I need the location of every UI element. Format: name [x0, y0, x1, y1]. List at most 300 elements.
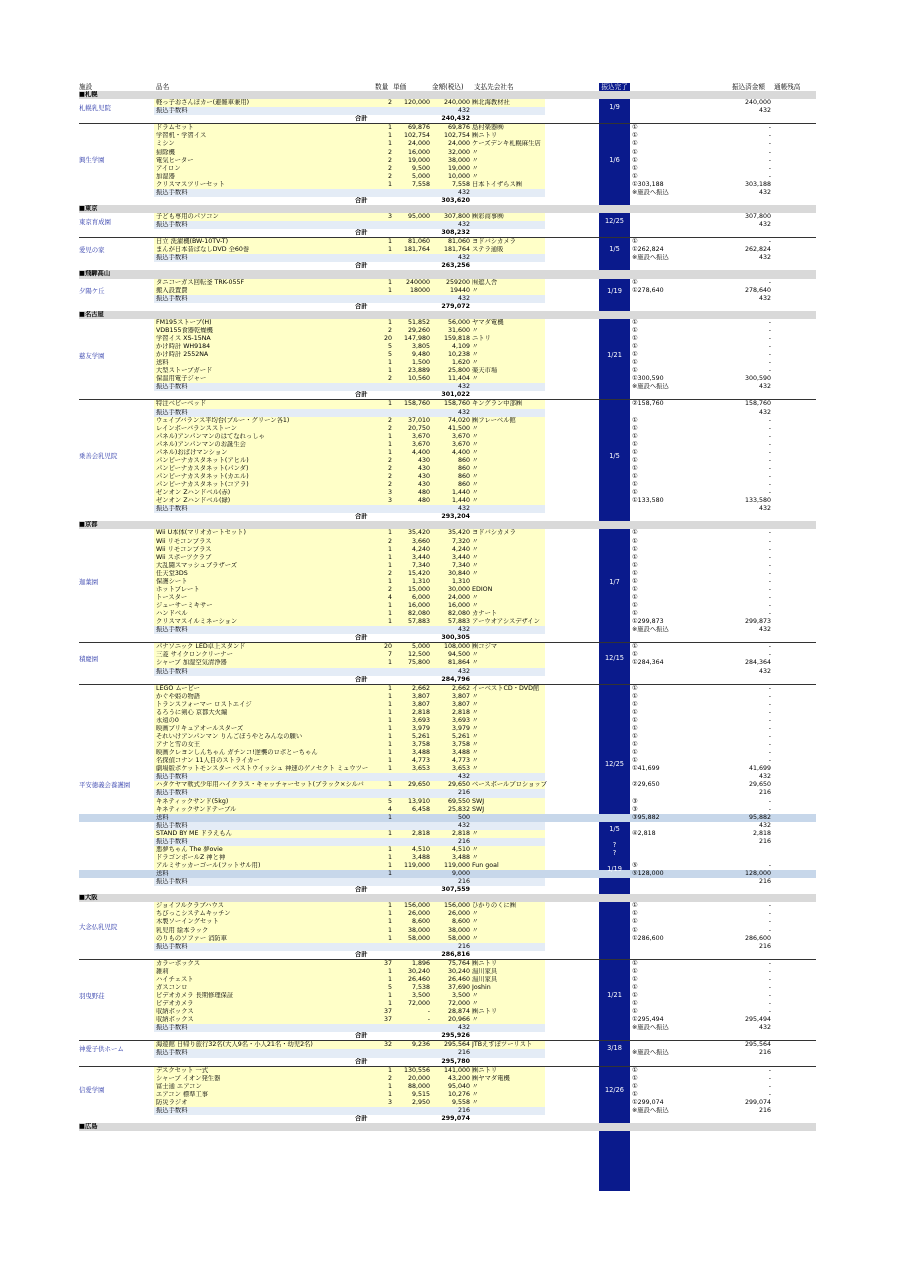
item-qty: 1 — [387, 813, 392, 821]
transfer-date: 1/9 — [609, 103, 620, 112]
item-row — [79, 1040, 816, 1049]
paid-amount: - — [768, 140, 771, 148]
item-vendor: 〃 — [472, 724, 479, 732]
paid-amount: - — [768, 148, 771, 156]
item-vendor: 楽天市場 — [472, 367, 498, 375]
item-unit-price: 5,000 — [411, 643, 430, 651]
item-qty: 3 — [387, 213, 392, 220]
item-amount: 69,876 — [447, 124, 470, 132]
item-name: ゼンオン Zハンドベル(赤) — [156, 489, 231, 497]
paid-amount: - — [768, 700, 771, 708]
fee-row — [79, 789, 816, 797]
item-qty: 1 — [387, 618, 392, 626]
item-vendor: ㈱フレーベル館 — [472, 416, 516, 424]
item-name: まんが日本昔ばなしDVD 全60巻 — [156, 246, 250, 254]
item-row — [79, 181, 816, 189]
region-name: ■大阪 — [79, 894, 98, 902]
paid-amount: - — [768, 643, 771, 651]
transfer-note: ③95,882 — [632, 813, 660, 821]
transfer-note: ① — [632, 416, 638, 424]
item-qty: 1 — [387, 975, 392, 983]
item-name: 永遠の0 — [156, 716, 179, 724]
total-amount: 295,780 — [441, 1057, 470, 1065]
transfer-note: ①262,824 — [632, 246, 664, 254]
item-vendor: EDION — [472, 585, 493, 593]
item-qty: 2 — [387, 164, 392, 172]
item-qty: 3 — [387, 1098, 392, 1106]
item-amount: 24,000 — [447, 593, 470, 601]
item-amount: 19,000 — [447, 164, 470, 172]
paid-amount: - — [768, 918, 771, 926]
item-amount: 500 — [457, 813, 470, 821]
item-name: 振込手数料 — [156, 383, 188, 391]
total-amount: 300,305 — [441, 634, 470, 642]
item-row — [79, 701, 816, 709]
item-name: シャープ イオン発生器 — [156, 1074, 221, 1082]
facility-group — [79, 279, 816, 311]
transfer-note: ① — [632, 569, 638, 577]
facility-group — [79, 1040, 816, 1065]
item-amount: 30,000 — [447, 585, 470, 593]
item-vendor: 〃 — [472, 473, 479, 480]
item-unit-price: 1,310 — [411, 577, 430, 585]
item-row — [79, 562, 816, 570]
transfer-note: ③ — [632, 805, 638, 813]
item-qty: 32 — [383, 1041, 392, 1049]
item-qty: 1 — [387, 967, 392, 975]
transfer-note: ① — [632, 716, 638, 724]
paid-amount: 216 — [758, 1049, 771, 1057]
item-amount: 259200 — [445, 278, 470, 286]
item-qty: 2 — [387, 585, 392, 593]
item-amount: 26,460 — [447, 975, 470, 983]
item-row — [79, 1066, 816, 1075]
item-name: Wii U本体(マリオカートセット) — [156, 529, 246, 537]
paid-amount: - — [768, 797, 771, 805]
item-row — [79, 1091, 816, 1099]
facility-group — [79, 213, 816, 237]
fee-row — [79, 838, 816, 846]
item-amount: 432 — [457, 821, 470, 829]
item-row — [79, 1083, 816, 1091]
item-name: かぐや姫の物語 — [156, 692, 201, 700]
item-row — [79, 327, 816, 335]
item-amount: 295,564 — [443, 1041, 470, 1049]
item-amount: 156,000 — [443, 902, 470, 910]
item-name: ガスコンロ — [156, 983, 188, 991]
item-vendor: 〃 — [472, 489, 479, 497]
transfer-date: 1/6 — [609, 155, 620, 164]
paid-amount: - — [768, 238, 771, 246]
item-vendor: 〃 — [472, 1016, 479, 1024]
item-vendor: 〃 — [472, 829, 479, 837]
facility-group — [79, 684, 816, 895]
item-unit-price: 9,515 — [411, 1090, 430, 1098]
item-unit-price: 158,760 — [403, 400, 430, 408]
item-unit-price: 4,510 — [411, 845, 430, 853]
facility-name: 愛児の家 — [79, 245, 105, 254]
item-row — [79, 481, 816, 489]
transfer-note: ① — [632, 1074, 638, 1082]
paid-amount: - — [768, 749, 771, 757]
item-amount: 3,488 — [451, 853, 470, 861]
transfer-note: ① — [632, 140, 638, 148]
item-unit-price: 480 — [417, 497, 430, 505]
item-unit-price: 3,660 — [411, 537, 430, 545]
paid-amount: 432 — [758, 188, 771, 196]
item-row — [79, 1099, 816, 1107]
region-header — [79, 311, 816, 319]
item-name: 振込手数料 — [156, 773, 188, 781]
item-amount: 10,000 — [447, 172, 470, 180]
item-name: 乳児用 絵本ラック — [156, 926, 209, 934]
transfer-note: ① — [632, 1008, 638, 1016]
facility-group — [79, 237, 816, 270]
fee-row — [79, 505, 816, 513]
item-row — [79, 854, 816, 862]
item-name: 送料 — [156, 870, 169, 878]
paid-amount: 295,564 — [744, 1041, 771, 1049]
item-vendor: ㈱コジマ — [472, 643, 498, 651]
total-amount: 284,796 — [441, 675, 470, 683]
paid-amount: - — [768, 992, 771, 999]
item-unit-price: 7,340 — [411, 561, 430, 569]
paid-amount: 158,760 — [744, 400, 771, 408]
item-amount: 69,550 — [447, 797, 470, 805]
item-qty: 5 — [387, 343, 392, 350]
item-row — [79, 976, 816, 984]
paid-amount: - — [768, 716, 771, 724]
transfer-note: ① — [632, 1090, 638, 1098]
item-name: のりものソファー 消防車 — [156, 934, 228, 942]
item-row — [79, 968, 816, 976]
item-row — [79, 417, 816, 425]
transfer-note: ① — [632, 651, 638, 659]
paid-amount: - — [768, 132, 771, 140]
transfer-note: ① — [632, 545, 638, 553]
paid-amount: - — [768, 967, 771, 975]
transfer-note: ① — [632, 918, 638, 926]
item-amount: 181,764 — [443, 246, 470, 254]
item-unit-price: 18000 — [409, 286, 430, 294]
paid-amount: - — [768, 1000, 771, 1008]
item-name: ゼンオン Zハンドベル(緑) — [156, 497, 231, 505]
item-name: 劇場版ポケットモンスター ベストウイッシュ 神速のゲノセクト ミュウツー — [156, 765, 369, 773]
item-amount: 159,818 — [443, 334, 470, 342]
item-qty: 2 — [387, 375, 392, 383]
item-amount: 141,000 — [443, 1066, 470, 1074]
facility-name: 大念仏乳児院 — [79, 923, 118, 932]
item-row — [79, 814, 816, 822]
item-row — [79, 157, 816, 165]
fee-row — [79, 878, 816, 886]
item-unit-price: 26,000 — [407, 910, 430, 918]
item-unit-price: 20,750 — [407, 424, 430, 432]
item-unit-price: - — [427, 1008, 430, 1016]
item-amount: 58,000 — [447, 934, 470, 942]
paid-amount: - — [768, 359, 771, 367]
item-unit-price: 3,979 — [411, 724, 430, 732]
paid-amount: 432 — [758, 221, 771, 229]
item-unit-price: 57,883 — [407, 618, 430, 626]
item-amount: 3,758 — [451, 741, 470, 749]
transfer-note: ① — [632, 1000, 638, 1008]
item-qty: 1 — [387, 934, 392, 942]
item-unit-price: 72,000 — [407, 1000, 430, 1008]
item-unit-price: 430 — [417, 464, 430, 472]
transfer-note: ① — [632, 448, 638, 456]
transfer-date: 1/5 — [609, 824, 620, 833]
item-vendor: JTBえすぽツーリスト — [472, 1041, 533, 1049]
item-qty: 1 — [387, 180, 392, 188]
item-name: カラーボックス — [156, 959, 201, 967]
transfer-note: ① — [632, 577, 638, 585]
fee-row — [79, 668, 816, 676]
item-name: ビデオカメラ 長期修理保証 — [156, 992, 234, 999]
item-amount: 3,440 — [451, 553, 470, 561]
item-unit-price: 181,764 — [403, 246, 430, 254]
item-unit-price: 10,560 — [407, 375, 430, 383]
total-row — [79, 391, 816, 399]
item-amount: 3,693 — [451, 716, 470, 724]
item-row — [79, 1008, 816, 1016]
paid-amount: - — [768, 684, 771, 692]
item-qty: 2 — [387, 569, 392, 577]
item-amount: 11,404 — [447, 375, 470, 383]
item-vendor: 〃 — [472, 156, 479, 164]
paid-amount: 295,494 — [744, 1016, 771, 1024]
fee-row — [79, 107, 816, 115]
item-qty: 20 — [383, 643, 392, 651]
item-name: 大型ストーブガード — [156, 367, 213, 375]
facility-name: 興生学園 — [79, 156, 105, 165]
total-row — [79, 262, 816, 270]
transfer-note: ① — [632, 910, 638, 918]
item-qty: 1 — [387, 124, 392, 132]
transfer-note: ⑤ — [632, 862, 638, 869]
item-vendor: 〃 — [472, 545, 479, 553]
item-amount: 30,240 — [447, 967, 470, 975]
item-row — [79, 765, 816, 773]
paid-amount: - — [768, 902, 771, 910]
paid-amount: 216 — [758, 789, 771, 797]
total-label: 合計 — [355, 196, 368, 204]
paid-amount: 278,640 — [744, 286, 771, 294]
transfer-note: ① — [632, 334, 638, 342]
region-header — [79, 270, 816, 278]
transfer-note: ① — [632, 432, 638, 440]
header-balance: 通帳残高 — [774, 83, 801, 91]
paid-amount: - — [768, 733, 771, 740]
transfer-note: ① — [632, 132, 638, 140]
paid-amount: - — [768, 351, 771, 359]
item-amount: 1,440 — [451, 489, 470, 497]
item-name: 振込手数料 — [156, 294, 188, 302]
total-row — [79, 229, 816, 237]
facility-name: 迦葉園 — [79, 578, 99, 587]
paid-amount: - — [768, 448, 771, 456]
item-name: 軽っ子おさんぽカー(避難車兼用) — [156, 99, 250, 107]
item-unit-price: 4,773 — [411, 757, 430, 765]
item-name: クリスマスツリーセット — [156, 180, 225, 188]
item-amount: 432 — [457, 1024, 470, 1032]
item-row — [79, 473, 816, 481]
item-vendor: 〃 — [472, 651, 479, 659]
item-amount: 4,109 — [451, 343, 470, 350]
region-name: ■札幌 — [79, 91, 98, 99]
item-row — [79, 489, 816, 497]
item-amount: 16,000 — [447, 602, 470, 609]
item-row — [79, 902, 816, 910]
item-row — [79, 359, 816, 367]
transfer-date: 12/25 — [604, 760, 624, 769]
item-vendor: ベースボールプロショップ — [472, 781, 547, 789]
paid-amount: 432 — [758, 383, 771, 391]
transfer-note: ① — [632, 902, 638, 910]
transfer-note: ① — [632, 926, 638, 934]
total-label: 合計 — [355, 675, 368, 683]
item-unit-price: 3,670 — [411, 440, 430, 448]
item-row — [79, 918, 816, 926]
item-vendor: ㈱ニトリ — [472, 959, 498, 967]
item-name: 学習イス XS-15NA — [156, 334, 211, 342]
item-amount: 29,650 — [447, 781, 470, 789]
item-vendor: 〃 — [472, 716, 479, 724]
total-amount: 295,926 — [441, 1032, 470, 1040]
item-name: 収納ボックス — [156, 1008, 194, 1016]
item-name: 振込手数料 — [156, 188, 188, 196]
item-amount: 432 — [457, 505, 470, 513]
item-amount: 8,600 — [451, 918, 470, 926]
item-name: トースター — [156, 593, 188, 601]
paid-amount: - — [768, 593, 771, 601]
item-qty: 1 — [387, 286, 392, 294]
item-vendor: 〃 — [472, 569, 479, 577]
item-amount: 10,238 — [447, 351, 470, 359]
item-amount: 75,764 — [447, 959, 470, 967]
item-row — [79, 610, 816, 618]
transfer-note: ※施設へ振込 — [632, 1049, 669, 1057]
paid-amount: - — [768, 545, 771, 553]
item-name: ミシン — [156, 140, 175, 148]
item-vendor: 〃 — [472, 749, 479, 757]
item-unit-price: 29,260 — [407, 326, 430, 334]
facility-name: 乗善会乳児院 — [79, 452, 118, 461]
item-qty: 1 — [387, 577, 392, 585]
item-vendor: ケーズデンキ札幌麻生店 — [472, 140, 541, 148]
item-qty: 2 — [387, 172, 392, 180]
transfer-date: 1/7 — [609, 577, 620, 586]
paid-amount: - — [768, 569, 771, 577]
item-qty: 2 — [387, 481, 392, 489]
item-name: ハンドベル — [156, 610, 188, 618]
item-name: 富士通 エアコン — [156, 1082, 202, 1090]
item-qty: 1 — [387, 765, 392, 773]
item-amount: 20,966 — [447, 1016, 470, 1024]
paid-amount: - — [768, 473, 771, 480]
item-vendor: 島村楽器㈱ — [472, 124, 504, 132]
item-unit-price: - — [427, 1016, 430, 1024]
paid-amount: 432 — [758, 626, 771, 634]
item-row — [79, 870, 816, 878]
item-name: 保護シート — [156, 577, 188, 585]
item-row — [79, 237, 816, 246]
total-amount: 240,432 — [441, 115, 470, 123]
item-row — [79, 586, 816, 594]
item-vendor: ヤマダ電機 — [472, 318, 504, 326]
item-qty: 2 — [387, 326, 392, 334]
total-row — [79, 634, 816, 642]
paid-amount: 432 — [758, 294, 771, 302]
transfer-note: ① — [632, 967, 638, 975]
item-amount: 30,840 — [447, 569, 470, 577]
item-vendor: 〃 — [472, 910, 479, 918]
transfer-note: ① — [632, 529, 638, 537]
item-unit-price: 38,000 — [407, 926, 430, 934]
transfer-note: ① — [632, 1082, 638, 1090]
item-qty: 1 — [387, 992, 392, 999]
facility-name: 平安徳義会養護園 — [79, 781, 131, 789]
total-amount: 286,816 — [441, 950, 470, 958]
fee-row — [79, 1024, 816, 1032]
facility-group — [79, 1066, 816, 1123]
item-amount: 432 — [457, 626, 470, 634]
item-qty: 1 — [387, 1090, 392, 1098]
facility-name: 東京育成園 — [79, 217, 111, 226]
item-name: ドラゴンボールZ 神と神 — [156, 853, 226, 861]
item-qty: 1 — [387, 733, 392, 740]
item-unit-price: 81,060 — [407, 238, 430, 246]
paid-amount: - — [768, 334, 771, 342]
item-amount: 3,807 — [451, 700, 470, 708]
item-row — [79, 343, 816, 351]
paid-amount: - — [768, 432, 771, 440]
item-vendor: Fun goal — [472, 862, 499, 869]
item-unit-price: 120,000 — [403, 99, 430, 107]
transfer-note: ① — [632, 456, 638, 464]
item-vendor: ㈱彩商事㈱ — [472, 213, 504, 220]
paid-amount: - — [768, 537, 771, 545]
transfer-note: ① — [632, 975, 638, 983]
transfer-note: ① — [632, 733, 638, 740]
item-name: 搬入設置費 — [156, 286, 188, 294]
item-vendor: ステラ通販 — [472, 246, 504, 254]
transfer-note: ① — [632, 1066, 638, 1074]
item-name: ジューサーミキサー — [156, 602, 213, 609]
item-qty: 1 — [387, 700, 392, 708]
item-name: 振込手数料 — [156, 942, 188, 950]
item-vendor: 〃 — [472, 497, 479, 505]
paid-amount: - — [768, 724, 771, 732]
item-unit-price: 4,240 — [411, 545, 430, 553]
transfer-note: ※施設へ振込 — [632, 254, 669, 262]
item-unit-price: 6,458 — [411, 805, 430, 813]
item-amount: 3,500 — [451, 992, 470, 999]
item-unit-price: 9,480 — [411, 351, 430, 359]
paid-amount: - — [768, 278, 771, 286]
item-vendor: 〃 — [472, 659, 479, 667]
item-row — [79, 132, 816, 140]
total-row — [79, 951, 816, 959]
item-amount: 81,864 — [447, 659, 470, 667]
item-name: 子ども専用のパソコン — [156, 213, 219, 220]
transfer-note: ① — [632, 464, 638, 472]
transfer-note: ① — [632, 343, 638, 350]
paid-amount: - — [768, 456, 771, 464]
item-row — [79, 717, 816, 725]
item-name: クリスマスイルミネーション — [156, 618, 238, 626]
item-qty: 4 — [387, 593, 392, 601]
